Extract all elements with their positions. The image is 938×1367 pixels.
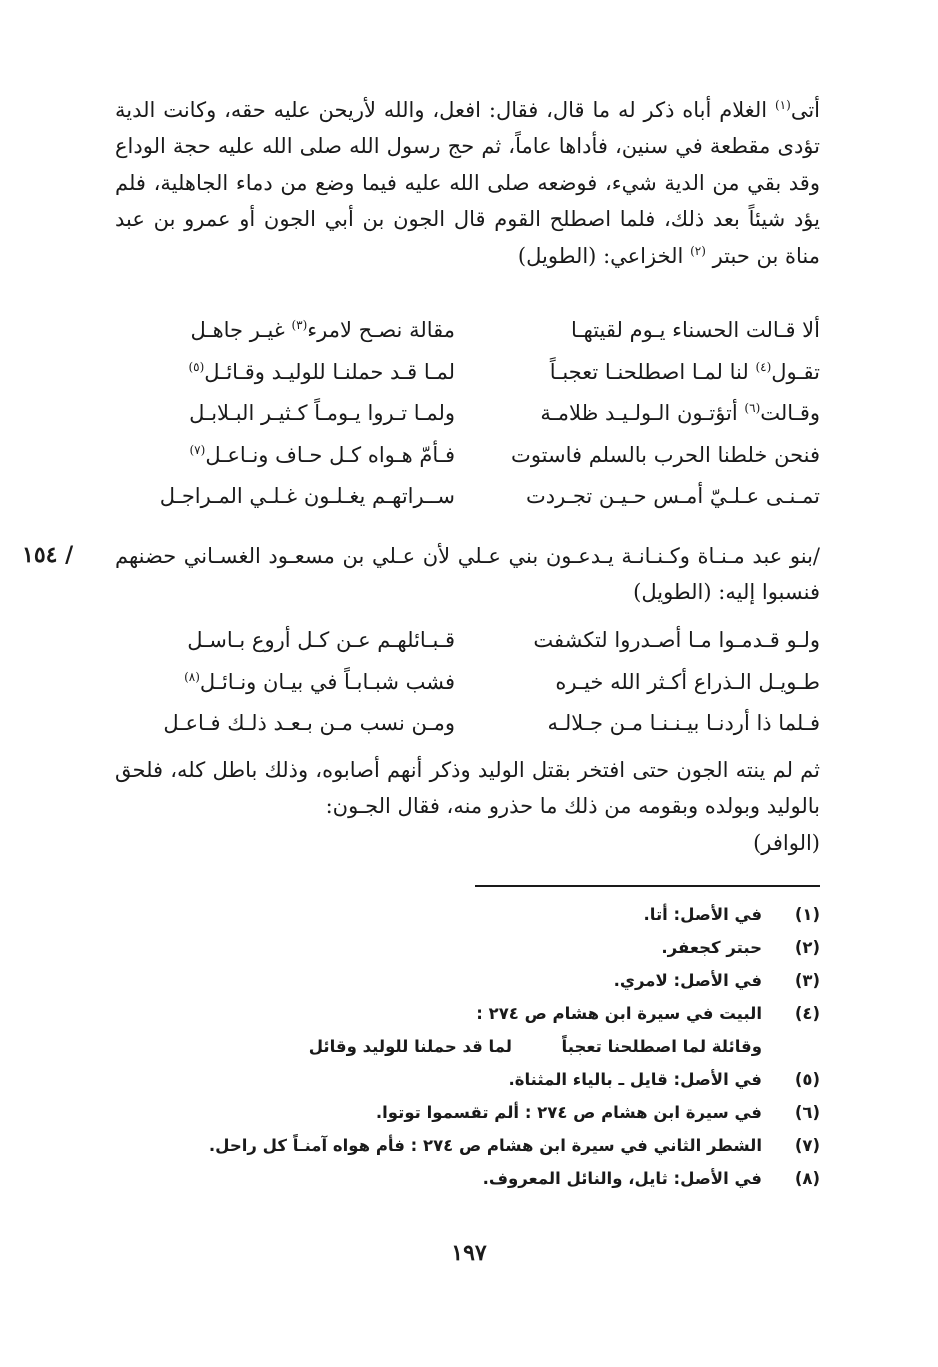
footnote-number: (٥)	[794, 1070, 820, 1089]
footnote-text: حبتر كجعفر.	[661, 938, 762, 957]
footnote	[115, 1129, 820, 1162]
verse-line	[115, 352, 820, 394]
footnote	[115, 931, 820, 964]
footnote	[115, 964, 820, 997]
paragraph-boast	[115, 752, 820, 861]
footnote-ref: (٢)	[690, 243, 706, 258]
second-hemistich: لمـا قـد حملنـا للوليـد وقـائـل$^{(٥)}$	[188, 359, 455, 384]
second-hemistich: ومـن نسب مـن بـعـد ذلـك فـاعـل	[163, 711, 455, 736]
second-hemistich: ولمـا تـروا يـومـاً كـثيـر البـلابـل	[189, 401, 455, 426]
first-hemistich: وقـالت$^{(٦)}$ أتؤتـون الـولـيـد ظلامـة	[540, 401, 820, 426]
footnote-number: (٧)	[794, 1136, 820, 1155]
verse-line	[115, 662, 820, 704]
footnote-separator	[475, 885, 820, 887]
footnote-verse	[115, 1030, 820, 1063]
first-hemistich: تمـنـى عـلـيّ أمـس حـيـن تجـردت	[526, 484, 820, 509]
footnote	[115, 997, 820, 1030]
text-fragment: أتى	[790, 98, 820, 122]
verse-line	[115, 393, 820, 435]
first-hemistich: ولـو قـدمـوا مـا أصـدروا لتكشفت	[533, 628, 820, 652]
paragraph-lineage	[115, 538, 820, 611]
verse-line	[115, 620, 820, 662]
verse-line	[115, 310, 820, 352]
second-hemistich: ســراتهـم يغـلـون غـلـي المـراجـل	[159, 484, 455, 509]
second-hemistich: مقالة نصـح لامرء$^{(٣)}$ غيـر جاهـل	[190, 318, 455, 342]
first-hemistich: طـويـل الـذراع أكـثر الله خيـره	[555, 669, 820, 694]
text-fragment: الغلام أباه ذكر له ما قال، فقال: افعل، والله لأريحن عليه حقه، وكانت الدية تؤدى مقطعة في سنين، فأداها عاماً، ثم حج رسول الله صلى الله عليه حجة الوداع وقد بقي من الدية شيء، فوضعه صلى الله عليه فيما وضع من دماء الجاهلية، فلم يؤد شيئاً بعد ذلك، فلما اصطلح القوم قال الجون بن أبي الجون أو عمرو بن عبد مناة بن حبتر	[115, 98, 821, 268]
meter-label: (الوافر)	[753, 830, 820, 855]
footnote-number: (٣)	[794, 971, 820, 990]
footnote-number: (٢)	[794, 938, 820, 957]
footnotes	[115, 898, 820, 1195]
text-fragment: الخزاعي:	[603, 243, 691, 268]
text-fragment: /بنو عبد مـنـاة وكـنـانـة يـدعـون بني عـلي لأن عـلي بن مسعـود الغسـاني حضنهم فنسبوا إليه:	[115, 544, 820, 605]
poem-second	[115, 620, 820, 745]
footnote-ref: (٤)	[755, 359, 772, 374]
footnote-verse-second: لما قد حملنا للوليد وقائل	[308, 1037, 512, 1056]
text-fragment: ثم لم ينته الجون حتى افتخر بقتل الوليد وذكر أنهم أصابوه، وذلك باطل كله، فلحق بالوليد وبولده وبقومه من ذلك ما حذرو منه، فقال الجـون:	[115, 758, 820, 819]
first-hemistich: فـلما ذا أردنـا بيـنـنـا مـن جـلالـه	[547, 711, 820, 736]
footnote-ref: (٥)	[188, 359, 205, 374]
footnote	[115, 898, 820, 931]
paragraph-intro	[115, 92, 820, 274]
footnote-text: في الأصل: قايل ـ بالياء المثناة.	[508, 1070, 762, 1089]
first-hemistich: ألا قـالت الحسناء يـوم لقيتهـا	[570, 318, 820, 342]
footnote-text: في سيرة ابن هشام ص ٢٧٤ : ألم تقسموا توتوا.	[375, 1103, 762, 1122]
footnote	[115, 1096, 820, 1129]
footnote-verse-first: وقائلة لما اصطلحنا تعجباً	[561, 1037, 762, 1056]
footnote-text: في الأصل: أتا.	[643, 905, 762, 924]
footnote-text: البيت في سيرة ابن هشام ص ٢٧٤ :	[476, 1004, 762, 1023]
first-hemistich: فنحن خلطنا الحرب بالسلم فاستوت	[511, 442, 820, 467]
footnote-number: (٤)	[794, 1004, 820, 1023]
footnote-number: (٨)	[794, 1169, 820, 1188]
meter-label: (الطويل)	[517, 243, 597, 268]
footnote	[115, 1162, 820, 1195]
footnote-ref: (١)	[774, 98, 791, 112]
footnote-number: (١)	[794, 905, 820, 924]
verse-line	[115, 703, 820, 745]
footnote-ref: (٧)	[189, 442, 206, 457]
poem-first	[115, 310, 820, 518]
footnote-text: في الأصل: لامري.	[613, 971, 762, 990]
page-number: ١٩٧	[451, 1240, 487, 1266]
second-hemistich: قـبـائلهـم عـن كـل أروع بـاسـل	[187, 628, 455, 652]
first-hemistich: تقـول$^{(٤)}$ لنا لمـا اصطلحنـا تعجبـاً	[549, 359, 820, 384]
footnote-ref: (٦)	[744, 401, 761, 416]
meter-label: (الطويل)	[633, 580, 712, 605]
footnote-ref: (٨)	[184, 669, 200, 684]
verse-line	[115, 476, 820, 518]
second-hemistich: فـأمّ هـواه كـل حـاف ونـاعـل$^{(٧)}$	[189, 442, 455, 467]
footnote-ref: (٣)	[291, 318, 308, 332]
second-hemistich: فشب شبـابـاً في بيـان ونـائـل$^{(٨)}$	[184, 669, 455, 694]
footnote-text: الشطر الثاني في سيرة ابن هشام ص ٢٧٤ : فأم هواه آمنـاً كل راحل.	[208, 1136, 762, 1155]
footnote-text: في الأصل: ثايل، والنائل المعروف.	[482, 1169, 762, 1188]
footnote-number: (٦)	[794, 1103, 820, 1122]
footnote	[115, 1063, 820, 1096]
verse-line	[115, 435, 820, 477]
margin-page-reference: / ١٥٤	[22, 542, 74, 568]
